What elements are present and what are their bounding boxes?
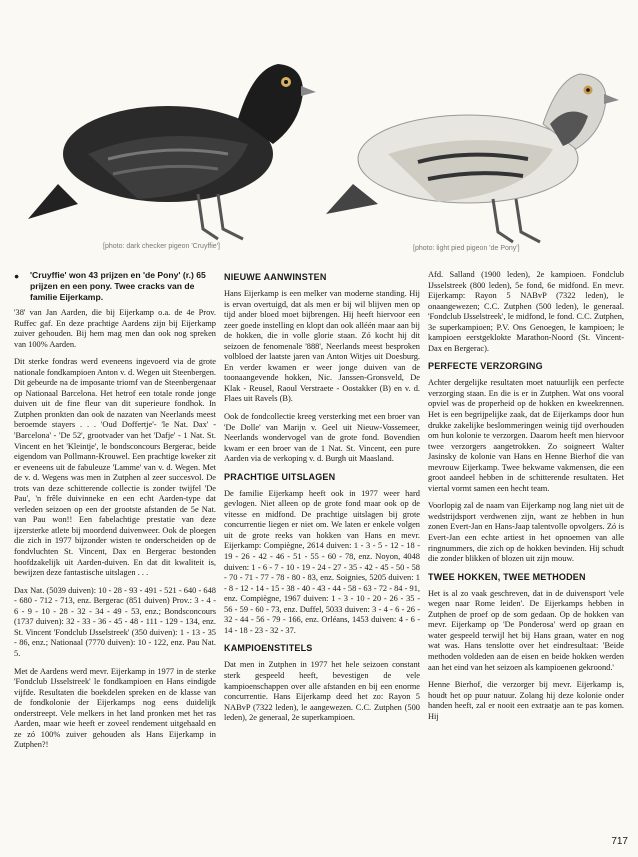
paragraph: Henne Bierhof, die verzorger bij mevr. Eijerkamp is, houdt het op puur natuur. Zolang hij deze kolonie onder handen heeft, zal er nooit een extraatje aan te pas komen. Hij [428, 680, 624, 721]
paragraph: Hans Eijerkamp is een melker van moderne standing. Hij is ervan overtuigd, dat als men er bij wil blijven men op tijd ander bloed moet bijbrengen. Hij heeft hiervoor een zeer goede instelling en klopt dan ook alléén maar aan bij de hokken, die in volle glorie staan. Zó kocht hij dit seizoen de fenomenale '888', Neerlands meest besproken volbloed der laatste jaren van Anton Witjes uit Doesburg. En verder kwamen er weer jonge duiven van de toonaangevende hokken, Nic. Janssen-Gronsveld, De Klak - Reusel, Raoul Verstraete - Oostakker (B) en v. d. Flaes uit Ravels (B). [224, 289, 420, 404]
paragraph: De familie Eijerkamp heeft ook in 1977 weer hard gevlogen. Niet alleen op de grote fond maar ook op de vitesse en midfond. De prachtige uitslagen bij grote concurrentie liegen er niet om. We laten er enkele volgen uit de grote reeks van hokken van Hans en mevr. Eijerkamp: Compiègne, 2614 duiven: 1 - 3 - 5 - 12 - 18 - 19 - 26 - 42 - 46 - 51 - 55 - 60 - 78, enz. Noyon, 4048 duiven: 1 - 6 - 7 - 10 - 19 - 24 - 27 - 35 - 42 - 45 - 50 - 58 - 70 - 71 - 77 - 78 - 80 - 83, enz. Soignies, 5205 duiven: 1 - 8 - 12 - 14 - 15 - 38 - 40 - 43 - 44 - 58 - 63 - 72 - 84 - 91, enz. Compiègne, 1967 duiven: 1 - 3 - 10 - 20 - 26 - 35 - 56 - 59 - 60 - 73, enz. Duffel, 5033 duiven: 3 - 4 - 6 - 26 - 32 - 44 - 56 - 79 - 166, enz. Orléans, 1453 duiven: 4 - 6 - 14 - 18 - 23 - 32 - 37. [224, 488, 420, 635]
photo-caption [14, 270, 216, 303]
caption-text: 'Cruyffie' won 43 prijzen en 'de Pony' (r.) 65 prijzen en een pony. Twee cracks van de familie Eijerkamp. [30, 270, 206, 302]
pigeon-photo-pony [318, 44, 628, 254]
section-heading-nieuwe-aanwinsten: NIEUWE AANWINSTEN [224, 272, 327, 282]
paragraph: '38' van Jan Aarden, die bij Eijerkamp o.a. de 4e Prov. Ruffec gaf. En deze prachtige Aardens zijn bij Eijerkamp zuiver gehouden. Bij hem mag men dan ook nog spreken van 100% Aarden. [14, 308, 216, 349]
caption-bullet-icon: ● [14, 271, 20, 281]
column-3 [428, 270, 624, 729]
paragraph: Het is al zo vaak geschreven, dat in de duivensport 'vele wegen naar Rome leiden'. De Eijerkamps hebben in Zutphen de proef op de som gedaan. Op de hokken van mevr. Eijerkamp op 'De Ponderosa' werd op graan en water gespeeld terwijl het bij Hans graan, water en nog wat was. Hans tenslotte over het eindresultaat: 'Beide methoden voldeden aan de eisen en beide hokken werden aan het eind van het seizoen als kampioenen gekroond.' [428, 588, 624, 672]
column-2 [224, 270, 420, 731]
right-photo-label: [photo: light pied pigeon 'de Pony'] [413, 245, 520, 252]
paragraph: Met de Aardens werd mevr. Eijerkamp in 1977 in de sterke 'Fondclub IJsselstreek' le fondkampioen en Hans eindigde vijfde. Resultaten die boekdelen spreken en de klasse van de fondkolonie der Eijerkamps nog eens duidelijk onderstreept. Vele melkers in het land pronken met het ras Aarden, maar wie heeft er zoveel rendement uitgehaald en ze zó 100% zuiver gehouden als Hans Eijerkamp in Zutphen?! [14, 666, 216, 750]
section-heading-twee-hokken: TWEE HOKKEN, TWEE METHODEN [428, 571, 586, 582]
paragraph: Dat men in Zutphen in 1977 het hele seizoen constant sterk gespeeld heeft, bevestigen de vele kampioenschappen over alle afstanden en bij een enorme concurrentie. Hans Eijerkamp deed het zo: Rayon 5 NABvP (7322 leden), le aangewezen. C.C. Zutphen (500 leden), 2e generaal, 2e superkampioen. [224, 660, 420, 723]
pigeon-photos [18, 14, 628, 254]
paragraph: Ook de fondcollectie kreeg versterking met een broer van 'De Dolle' van Marijn v. Geel uit Nieuw-Vossemeer, Neerlands wondervogel van de grote fond. Bovendien kwam er een broer van de 1 Nat. St. Vincent, een pure Aarden via de verkoping v. d. Burgh uit Maasland. [224, 412, 420, 464]
pigeon-photo-cruyffie [18, 34, 318, 254]
paragraph: Afd. Salland (1900 leden), 2e kampioen. Fondclub IJsselstreek (800 leden), 5e fond, 6e midfond. En mevr. Eijerkamp: Rayon 5 NABvP (7322 leden), le onaangewezen; C.C. Zutphen (500 leden), le generaal. 'Fondclub IJsselstreek', le midfond, le fond. C.C. Zutphen, 3e superkampioen; P.V. Ons Genoegen, le kampioen; le kampioen eerstgeklokte Marathon-Noord (St. Vincent-Dax en Bergerac). [428, 270, 624, 353]
paragraph: Voorlopig zal de naam van Eijerkamp nog lang niet uit de wedstrijdsport verdwenen zijn, want ze hebben in hun zonen Evert-Jan en Hans-Jaap talentvolle opvolgers. Zó is Evert-Jan een echte artiest in het opnoemen van alle ringnummers, die zich op de hokken bevinden. Hij schudt die zonder blikken of blozen uit zijn mouw. [428, 501, 624, 564]
left-photo-label: [photo: dark checker pigeon 'Cruyffie'] [103, 243, 220, 250]
paragraph: Dax Nat. (5039 duiven): 10 - 28 - 93 - 491 - 521 - 640 - 648 - 680 - 712 - 713, enz. Bergerac (851 duiven) Prov.: 3 - 4 - 6 - 9 - 10 - 28 - 32 - 34 - 49 - 53, enz.; Bondsconcours (1737 duiven): 32 - 33 - 36 - 45 - 48 - 111 - 129 - 134, enz. St. Vincent 'Fondclub IJsselstreek' (350 duiven): 1 - 13 - 35 - 86, enz.; Nationaal (7770 duiven): 10 - 122, enz. Pau Nat. 5. [14, 585, 216, 658]
section-heading-prachtige-uitslagen: PRACHTIGE UITSLAGEN [224, 471, 336, 482]
section-heading-perfecte-verzorging: PERFECTE VERZORGING [428, 361, 543, 372]
section-heading-kampioenstitels: KAMPIOENSTITELS [224, 643, 313, 654]
paragraph: Achter dergelijke resultaten moet natuurlijk een perfecte verzorging staan. En die is er in Zutphen. Wat ons vooral opviel was de properheid op de hokken en kweekrennen. Het is een begrijpelijke zaak, dat de Eijerkamps door hun drukke zakelijke beslommeringen weinig tijd overhouden om hun kolonie te verzorgen. Daarom heeft men hiervoor twee verzorgers aangetrokken. Zo soigneert Walter Jasinsky de kolonie van Hans en Henne Bierhof die van mevrouw Eijerkamp. Twee bekwame vakmensen, die een groot aandeel hebben in de schitterende resultaten. Het viertal vormt samen een hecht team. [428, 378, 624, 493]
column-1 [14, 308, 216, 758]
page-number: 717 [611, 836, 628, 847]
paragraph: Dit sterke fondras werd eveneens ingevoerd via de grote nationale fondkampioen Anton v. d. Wegen uit Steenbergen. Dit gebeurde na de imposante triomf van de Steenbergenaar op Nationaal Barcelona. Het hetrof een totale ronde jonge duiven uit de fine fleur van dit superieure fondhok. In Zutphen pronkten dan ook de nazaten van Neerlands meest beroemde stayers . . . 'Oud Doffertje'- 'le Nat. Dax' - 'Barcelona' - 'De 52', grootvader van het 'Dafje' - 1 Nat. St. Vincent en het 'Kleintje', le bondsconcours Bergerac, beide eigendom van Pollmann-Krouwel. Een prachtige kweker zit er eveneens uit de fabuleuze 'Lamme' van v. d. Wegen. Met de v. d. Wegens was men in Zutphen al zeer succesvol. De trots van deze schitterende collectie is zonder twijfel 'De Pau', 'n frêle duivinneke en een echt Aarden-type dat verleden seizoen op een der grootste afstanden de 5e Nat. van Pau won!! Een fabelachtige prestatie van deze ijzersterke atlete bij moordend duivenweer. Ook de ploegen die zich in 1977 bijzonder wisten te onderscheiden op de fondvluchten St. Vincent, Dax en Bergerac bestonden hoofdzakelijk uit Aarden-duiven. En dat dit kwaliteit is, bewijzen deze fantastische uitslagen . . . [14, 357, 216, 578]
